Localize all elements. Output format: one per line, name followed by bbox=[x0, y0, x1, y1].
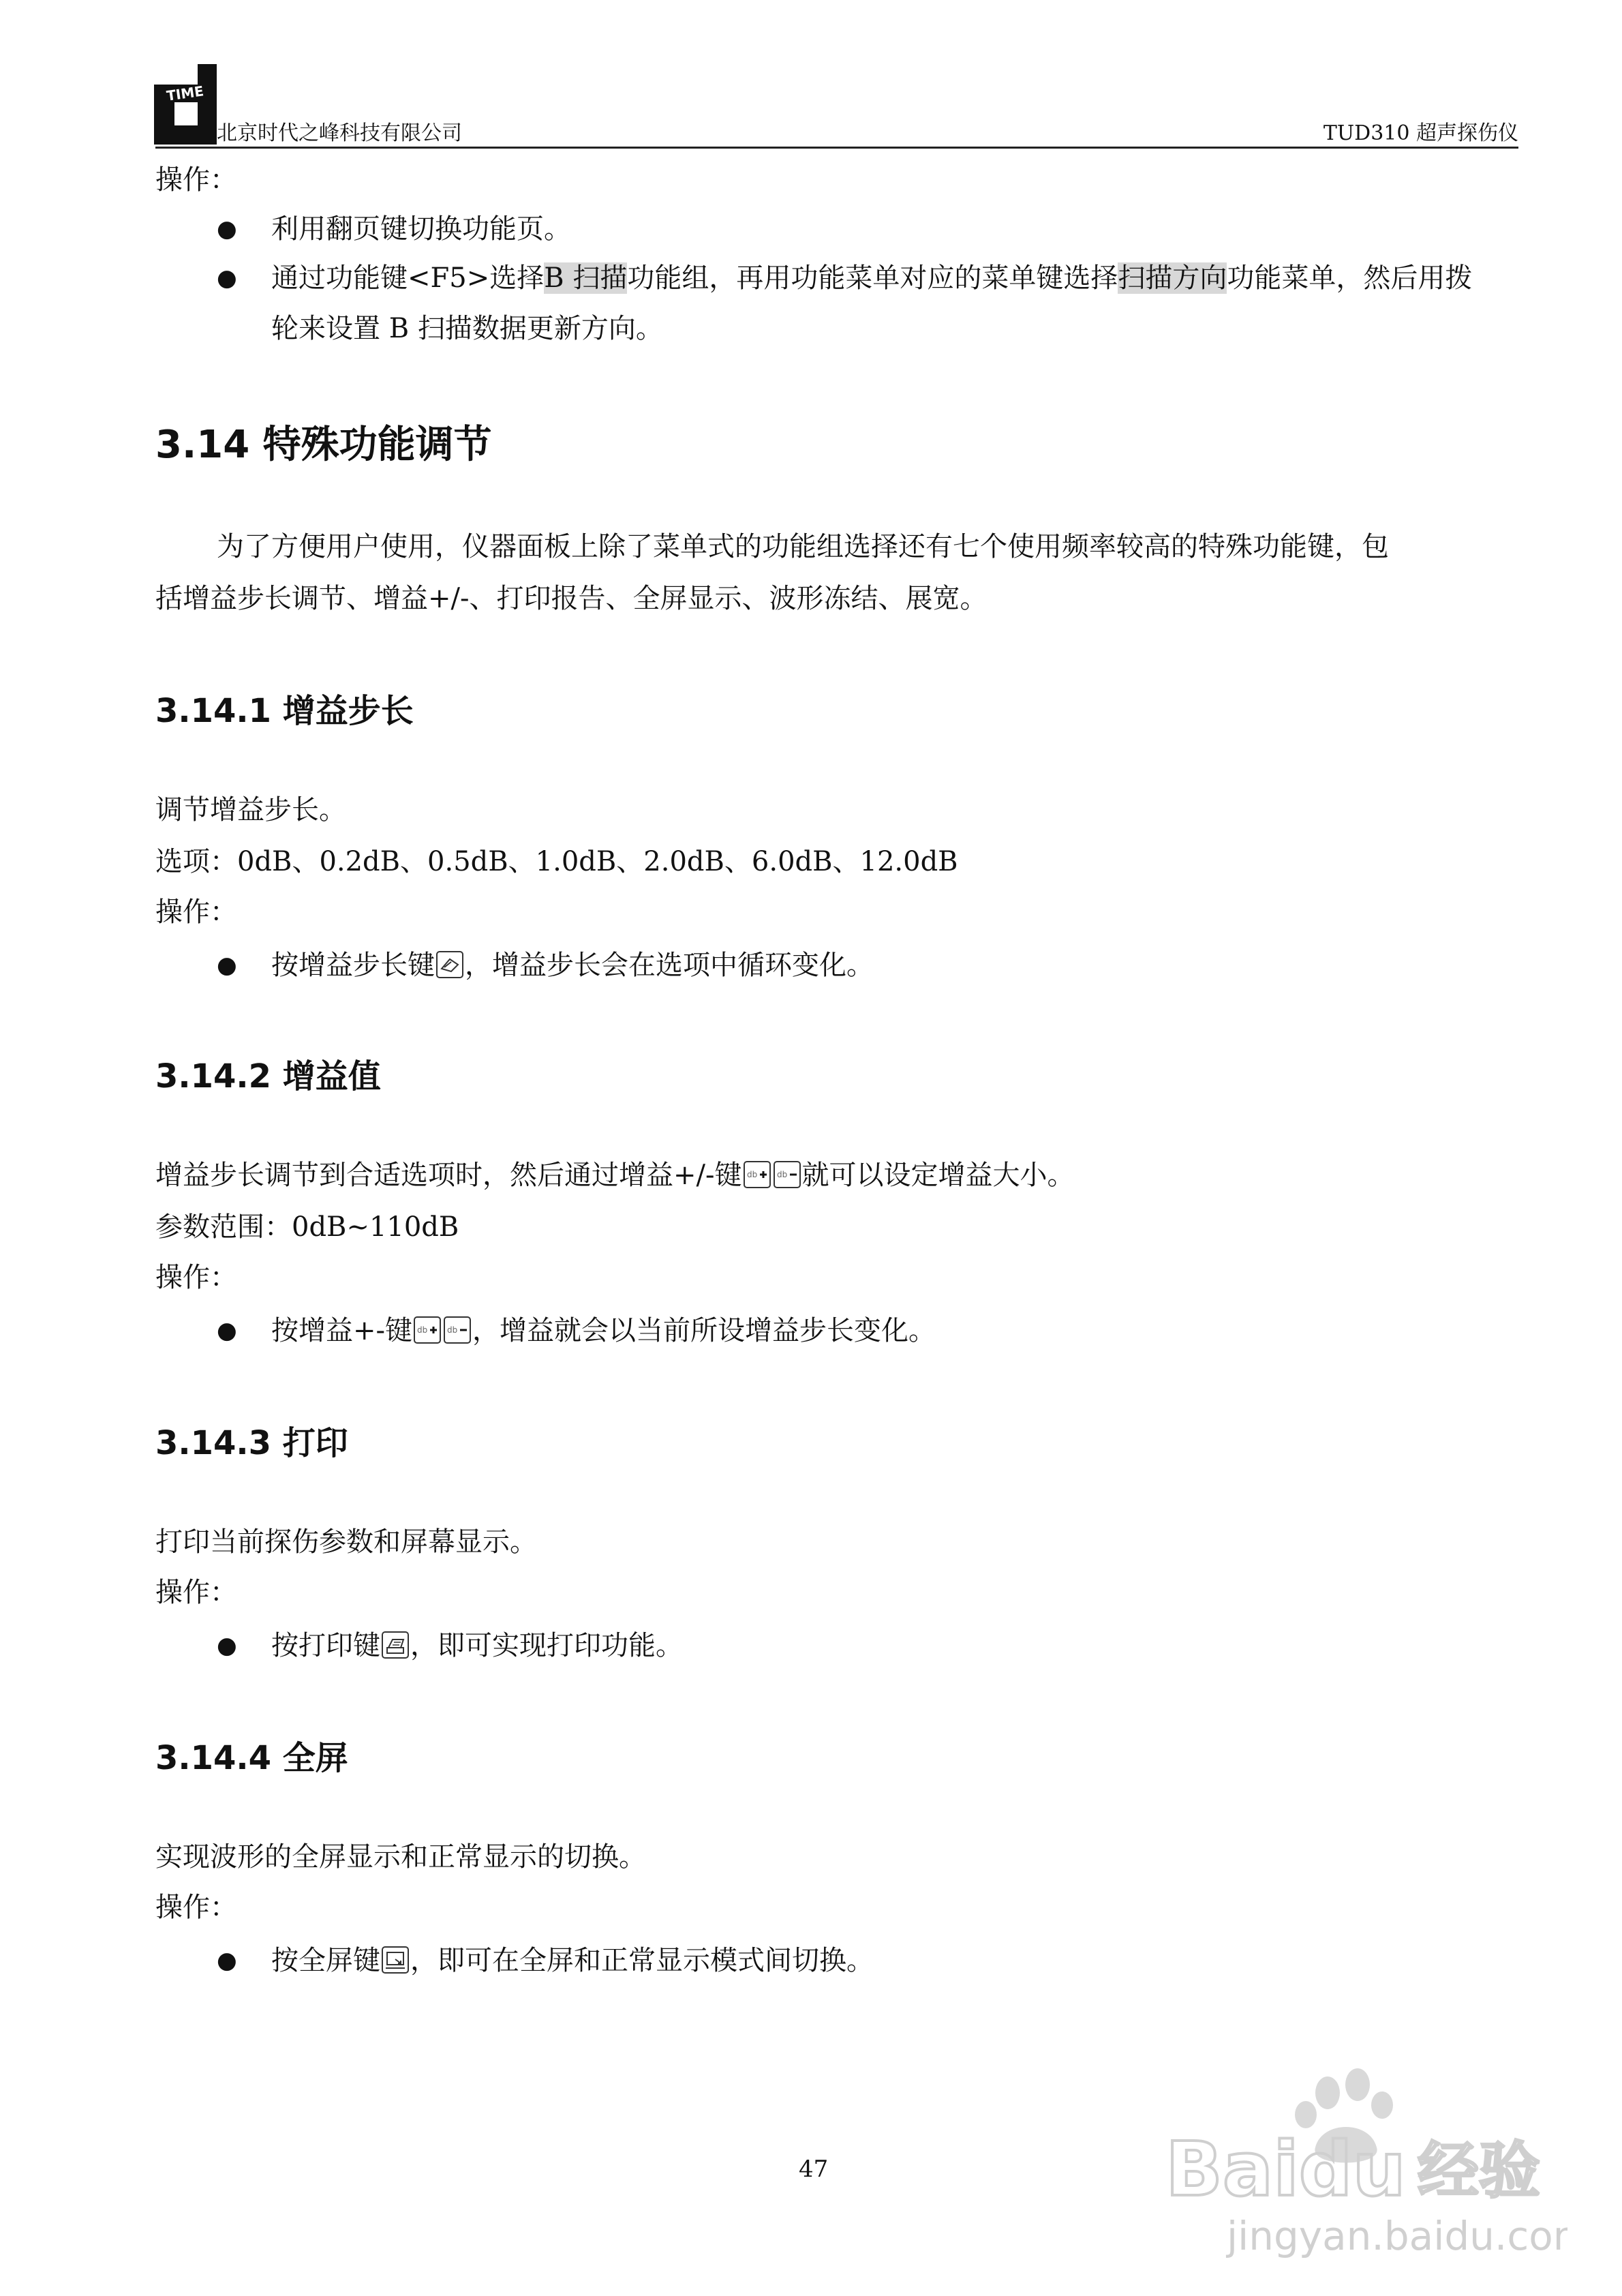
bullet-icon: ● bbox=[217, 215, 237, 243]
intro-op-label: 操作： bbox=[155, 164, 237, 196]
gain-plus-key-icon bbox=[744, 1161, 771, 1188]
s2-title: 3.14.2 增益值 bbox=[155, 1057, 381, 1096]
section-title: 3.14 特殊功能调节 bbox=[155, 423, 492, 467]
watermark-url: jingyan.baidu.com bbox=[1227, 2213, 1567, 2259]
company-logo bbox=[154, 64, 217, 145]
bullet-icon: ● bbox=[217, 265, 237, 292]
gain-minus-key-icon bbox=[444, 1316, 471, 1344]
watermark-cn: 经验 bbox=[1418, 2135, 1540, 2207]
section-para-line2: 括增益步长调节、增益+/-、打印报告、全屏显示、波形冻结、展宽。 bbox=[155, 583, 988, 614]
section-para-line1: 为了方便用户使用，仪器面板上除了菜单式的功能组选择还有七个使用频率较高的特殊功能键，包 bbox=[217, 531, 1389, 562]
s2-desc: 增益步长调节到合适选项时，然后通过增益+/-键 db db 就可以设定增益大小。 bbox=[155, 1160, 1075, 1191]
bullet-icon: ● bbox=[217, 1317, 237, 1344]
bullet-icon: ● bbox=[217, 952, 237, 979]
s1-options: 选项：0dB、0.2dB、0.5dB、1.0dB、2.0dB、6.0dB、12.0dB bbox=[155, 846, 958, 877]
header-company: 北京时代之峰科技有限公司 bbox=[217, 121, 462, 145]
s4-title: 3.14.4 全屏 bbox=[155, 1739, 348, 1777]
header-rule bbox=[155, 147, 1518, 149]
s3-title: 3.14.3 打印 bbox=[155, 1424, 348, 1462]
intro-bullet-2-line2: 轮来设置 B 扫描数据更新方向。 bbox=[271, 313, 663, 344]
svg-text:db: db bbox=[417, 1325, 428, 1335]
svg-text:db: db bbox=[746, 1170, 757, 1179]
highlight-scan-direction: 扫描方向 bbox=[1118, 262, 1227, 294]
s1-bullet: 按增益步长键 ，增益步长会在选项中循环变化。 bbox=[271, 950, 874, 981]
baidu-watermark bbox=[1145, 2052, 1567, 2270]
s2-range: 参数范围：0dB~110dB bbox=[155, 1211, 459, 1243]
watermark-brand: Baidu bbox=[1165, 2126, 1406, 2213]
svg-text:db: db bbox=[776, 1170, 787, 1179]
s3-op-label: 操作： bbox=[155, 1577, 237, 1608]
s3-desc: 打印当前探伤参数和屏幕显示。 bbox=[155, 1526, 537, 1558]
logo-text: TIME bbox=[165, 82, 205, 104]
header-product: TUD310 超声探伤仪 bbox=[1323, 121, 1518, 145]
intro-bullet-1: 利用翻页键切换功能页。 bbox=[271, 213, 571, 245]
print-key-icon bbox=[382, 1631, 409, 1659]
intro-bullet-2: 通过功能键<F5>选择B 扫描功能组，再用功能菜单对应的菜单键选择扫描方向功能菜单，然后用拨 bbox=[271, 262, 1473, 294]
s2-op-label: 操作： bbox=[155, 1262, 237, 1293]
gain-plus-key-icon bbox=[414, 1316, 441, 1344]
page-number: 47 bbox=[799, 2156, 829, 2183]
bullet-icon: ● bbox=[217, 1947, 237, 1974]
s2-bullet: 按增益+-键 db db ，增益就会以当前所设增益步长变化。 bbox=[271, 1315, 936, 1346]
s3-bullet: 按打印键 ，即可实现打印功能。 bbox=[271, 1630, 683, 1661]
svg-text:db: db bbox=[447, 1325, 458, 1335]
s4-op-label: 操作： bbox=[155, 1892, 237, 1923]
bullet-icon: ● bbox=[217, 1632, 237, 1659]
s4-bullet: 按全屏键 ，即可在全屏和正常显示模式间切换。 bbox=[271, 1945, 874, 1976]
highlight-b-scan: B 扫描 bbox=[544, 262, 628, 294]
s4-desc: 实现波形的全屏显示和正常显示的切换。 bbox=[155, 1841, 646, 1873]
gain-minus-key-icon bbox=[774, 1161, 801, 1188]
s1-desc: 调节增益步长。 bbox=[155, 794, 346, 826]
fullscreen-key-icon bbox=[382, 1946, 409, 1974]
gain-step-key-icon bbox=[436, 951, 463, 978]
s1-title: 3.14.1 增益步长 bbox=[155, 692, 414, 730]
s1-op-label: 操作： bbox=[155, 896, 237, 928]
